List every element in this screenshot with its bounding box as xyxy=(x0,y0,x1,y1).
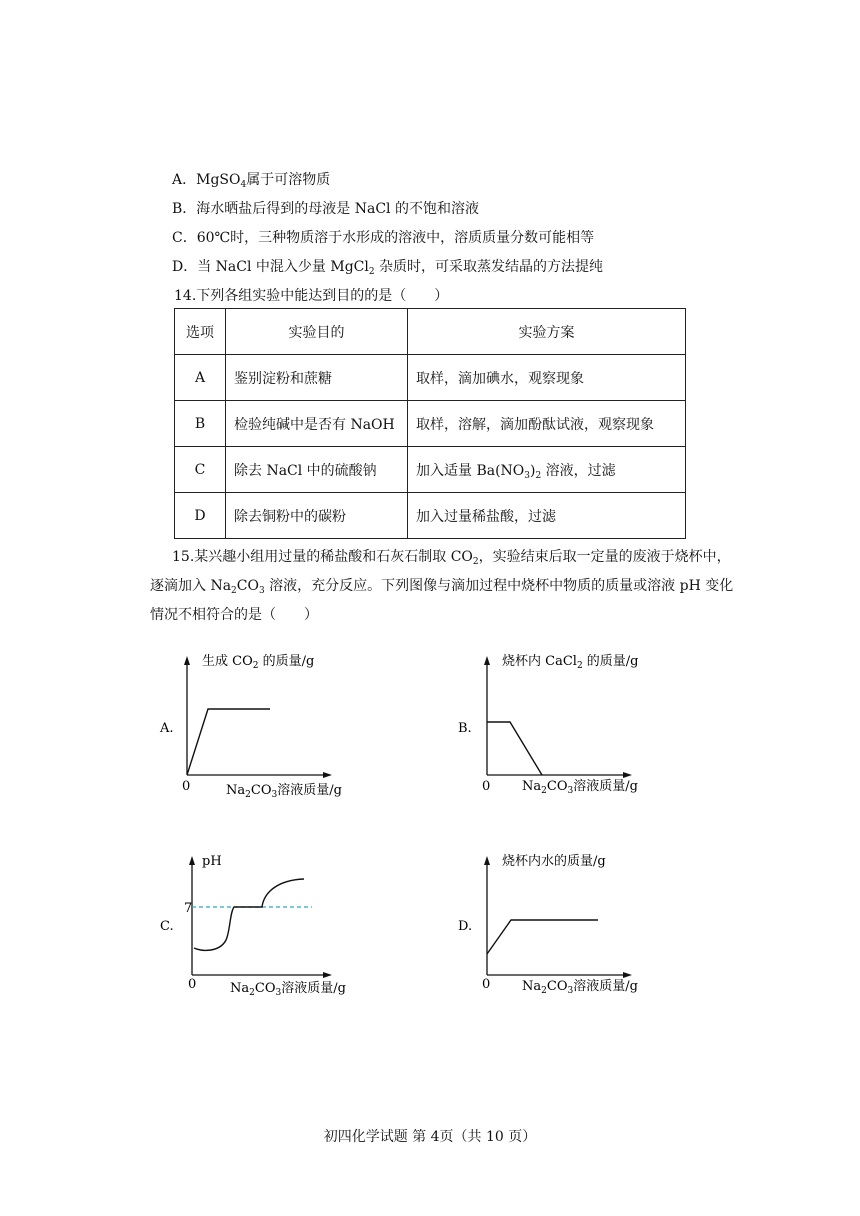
graph-c-ylabel: pH xyxy=(202,854,222,869)
graph-d-ylabel: 烧杯内水的质量/g xyxy=(502,854,606,869)
table-header: 选项 xyxy=(175,309,226,355)
graph-a-origin: 0 xyxy=(182,779,191,794)
q15-stem-line-1: 15.某兴趣小组用过量的稀盐酸和石灰石制取 $CO_2$，实验结束后取一定量的废液于烧杯中， xyxy=(172,549,731,567)
q14-stem: 14.下列各组实验中能达到目的的是（ ） xyxy=(174,288,449,304)
graph-a xyxy=(140,640,360,814)
q15-stem-line-2: 逐滴加入 $Na_2CO_3$ 溶液，充分反应。下列图像与滴加过程中烧杯中物质的质量或溶液 pH 变化 xyxy=(150,578,734,596)
graph-a-xlabel: $Na_2CO_3$溶液质量/g xyxy=(226,783,342,800)
graph-d xyxy=(440,840,660,1014)
graph-a-letter: A. xyxy=(160,721,174,736)
graph-b-svg xyxy=(440,640,660,810)
q13-option-d: D．当 NaCl 中混入少量 MgCl$_2$ 杂质时，可采取蒸发结晶的方法提纯 xyxy=(172,259,604,277)
table-cell-plan: 取样，溶解，滴加酚酞试液，观察现象 xyxy=(408,401,686,447)
graph-a-curve xyxy=(187,709,270,775)
table-cell-goal: 鉴别淀粉和蔗糖 xyxy=(226,355,408,401)
graph-a-ylabel: 生成 $CO_2$ 的质量/g xyxy=(202,654,315,671)
graph-c-origin: 0 xyxy=(188,977,197,992)
graph-d-letter: D. xyxy=(458,919,473,934)
table-row xyxy=(175,401,686,447)
table-cell-option: B xyxy=(175,401,226,447)
graph-d-xlabel: $Na_2CO_3$溶液质量/g xyxy=(522,979,638,996)
table-cell-option: A xyxy=(175,355,226,401)
graph-c-letter: C. xyxy=(160,919,174,934)
graph-b-letter: B. xyxy=(458,721,472,736)
table-cell-plan: 加入过量稀盐酸，过滤 xyxy=(408,493,686,539)
table-header-row xyxy=(175,309,686,355)
table-row xyxy=(175,493,686,539)
q13-option-b: B．海水晒盐后得到的母液是 NaCl 的不饱和溶液 xyxy=(172,201,479,217)
q15-stem-line-3: 情况不相符合的是（ ） xyxy=(150,607,318,623)
graph-d-curve xyxy=(487,920,598,954)
table-cell-goal: 除去 NaCl 中的硫酸钠 xyxy=(226,447,408,493)
graph-c xyxy=(140,840,360,1014)
graph-b xyxy=(440,640,660,814)
graph-b-curve xyxy=(487,722,542,775)
graph-b-ylabel: 烧杯内 CaCl$_2$ 的质量/g xyxy=(502,654,639,671)
graph-b-xlabel: $Na_2CO_3$溶液质量/g xyxy=(522,779,638,796)
table-cell-plan: 取样，滴加碘水，观察现象 xyxy=(408,355,686,401)
table-header: 实验方案 xyxy=(408,309,686,355)
table-cell-option: C xyxy=(175,447,226,493)
table-cell-plan: 加入适量 $Ba(NO_3)_2$ 溶液，过滤 xyxy=(408,447,686,493)
table-header: 实验目的 xyxy=(226,309,408,355)
graph-d-origin: 0 xyxy=(482,977,491,992)
table-cell-option: D xyxy=(175,493,226,539)
table-row xyxy=(175,355,686,401)
graph-c-xlabel: $Na_2CO_3$溶液质量/g xyxy=(230,981,346,998)
graph-a-svg xyxy=(140,640,360,810)
page-footer: 初四化学试题 第 4页（共 10 页） xyxy=(323,1129,537,1145)
table-row xyxy=(175,447,686,493)
graph-b-origin: 0 xyxy=(482,779,491,794)
table-cell-goal: 检验纯碱中是否有 NaOH xyxy=(226,401,408,447)
q13-option-c: C．60℃时，三种物质溶于水形成的溶液中，溶质质量分数可能相等 xyxy=(172,230,595,246)
graph-d-svg xyxy=(440,840,660,1010)
q13-option-a: A．MgSO$_4$属于可溶物质 xyxy=(172,172,331,190)
graph-c-curve xyxy=(194,879,304,950)
table-cell-goal: 除去铜粉中的碳粉 xyxy=(226,493,408,539)
experiment-table xyxy=(174,308,686,539)
graph-c-tick-7: 7 xyxy=(184,901,193,916)
graph-c-svg xyxy=(140,840,360,1010)
